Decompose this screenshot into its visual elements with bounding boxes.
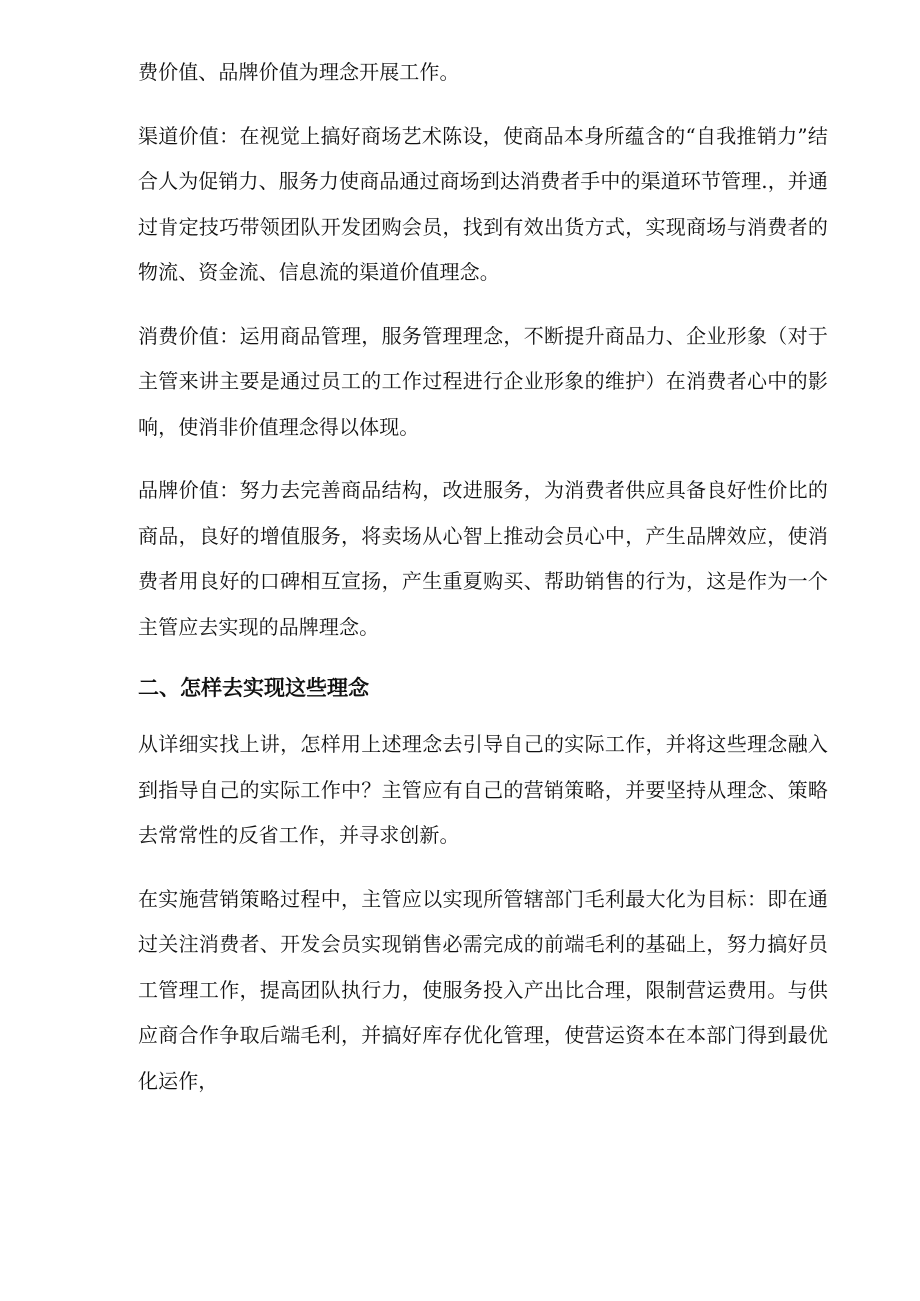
section-heading: 二、怎样去实现这些理念: [138, 676, 369, 700]
paragraph-brand-value: 品牌价值：努力去完善商品结构，改进服务，为消费者供应具备良好性价比的商品，良好的增值服务，将卖场从心智上推动会员心中，产生品牌效应，使消费者用良好的口碑相互宣扬，产生重夏购买、帮助销售的行为，这是作为一个主管应去实现的品牌理念。: [138, 478, 828, 639]
paragraph-marketing-strategy: 在实施营销策略过程中，主管应以实现所管辖部门毛利最大化为目标：即在通过关注消费者、开发会员实现销售必需完成的前端毛利的基础上，努力搞好员工管理工作，提高团队执行力，使服务投入产出比合理，限制营运费用。与供应商合作争取后端毛利，并搞好库存优化管理，使营运资本在本部门得到最优化运作，: [138, 886, 828, 1093]
paragraph-continuation: 费价值、品牌价值为理念开展工作。: [138, 60, 460, 84]
paragraph-implementation: 从详细实找上讲，怎样用上述理念去引导自己的实际工作，并将这些理念融入到指导自己的实际工作中？主管应有自己的营销策略，并要坚持从理念、策略去常常性的反省工作，并寻求创新。: [138, 732, 828, 847]
paragraph-channel-value: 渠道价值：在视觉上搞好商场艺术陈设，使商品本身所蕴含的“自我推销力”结合人为促销力、服务力使商品通过商场到达消费者手中的渠道环节管理.，并通过肯定技巧带领团队开发团购会员，找到有效出货方式，实现商场与消费者的物流、资金流、信息流的渠道价值理念。: [138, 123, 828, 284]
paragraph-consumption-value: 消费价值：运用商品管理，服务管理理念，不断提升商品力、企业形象（对于主管来讲主要是通过员工的工作过程进行企业形象的维护）在消费者心中的影响，使消非价值理念得以体现。: [138, 323, 828, 439]
document-page: [138, 50, 828, 1122]
